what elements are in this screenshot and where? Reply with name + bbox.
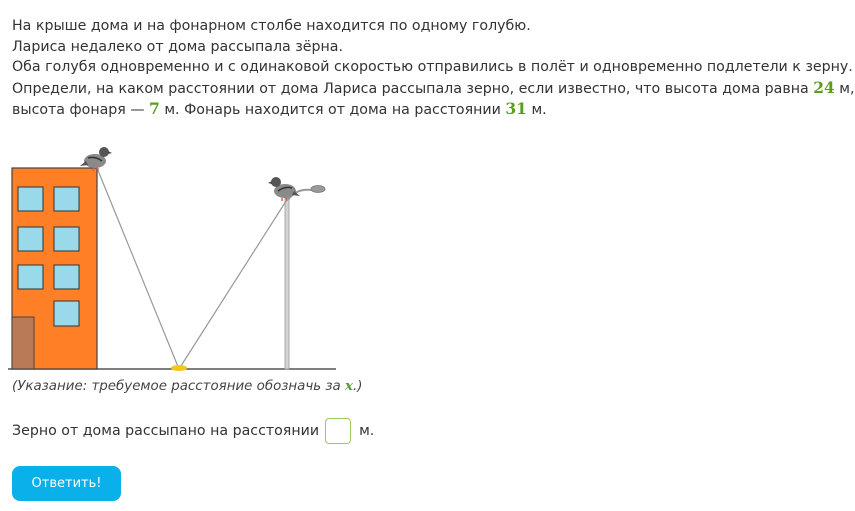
house-window bbox=[54, 187, 79, 211]
house-window bbox=[18, 187, 43, 211]
hint-end: .) bbox=[353, 379, 363, 394]
problem-line-1: На крыше дома и на фонарном столбе находится по одному голубю. bbox=[12, 18, 531, 34]
problem-line-2: Лариса недалеко от дома рассыпала зёрна. bbox=[12, 38, 344, 55]
house-window bbox=[54, 301, 79, 326]
problem-line-5-middle: м. Фонарь находится от дома на расстоянии bbox=[164, 102, 501, 118]
problem-line-4-start: Определи, на каком расстоянии от дома Лариса рассыпала зерно, если известно, что высота дома равна bbox=[12, 80, 809, 97]
house-window bbox=[54, 227, 79, 251]
answer-label: Зерно от дома рассыпано на расстоянии bbox=[12, 423, 320, 439]
illustration bbox=[0, 130, 400, 375]
hint-start: (Указание: требуемое расстояние обозначь за bbox=[12, 379, 341, 394]
house-window bbox=[18, 227, 43, 251]
problem-line-5 bbox=[12, 99, 792, 121]
answer-unit: м. bbox=[359, 423, 375, 439]
answer-input[interactable] bbox=[325, 418, 351, 444]
pigeon-roof-icon bbox=[80, 147, 112, 171]
pigeon-lamp-icon bbox=[268, 177, 300, 201]
house-height-value: 24 bbox=[813, 77, 835, 97]
hint-text bbox=[12, 378, 363, 394]
house-door bbox=[12, 317, 34, 369]
problem-line-4 bbox=[12, 77, 855, 100]
problem-line-5-start: высота фонаря — bbox=[12, 102, 145, 118]
lamp-head bbox=[311, 186, 325, 193]
lamp-height-value: 7 bbox=[149, 99, 160, 118]
house bbox=[12, 168, 97, 369]
grain bbox=[171, 365, 187, 371]
problem-line-5-end: м. bbox=[531, 102, 547, 118]
distance-value: 31 bbox=[505, 99, 527, 118]
problem-line-3: Оба голубя одновременно и с одинаковой скоростью отправились в полёт и одновременно подлетели к зерну. bbox=[12, 59, 853, 75]
hint-variable: x bbox=[345, 378, 354, 394]
flight-path-lamp bbox=[179, 198, 288, 369]
submit-button[interactable]: Ответить! bbox=[12, 466, 121, 501]
house-window bbox=[18, 265, 43, 289]
answer-line bbox=[12, 415, 374, 447]
problem-line-4-end: м, bbox=[839, 80, 855, 97]
problem-text bbox=[12, 16, 855, 121]
house-window bbox=[54, 265, 79, 289]
flight-path-house bbox=[97, 168, 179, 369]
lamp-post bbox=[285, 186, 325, 370]
